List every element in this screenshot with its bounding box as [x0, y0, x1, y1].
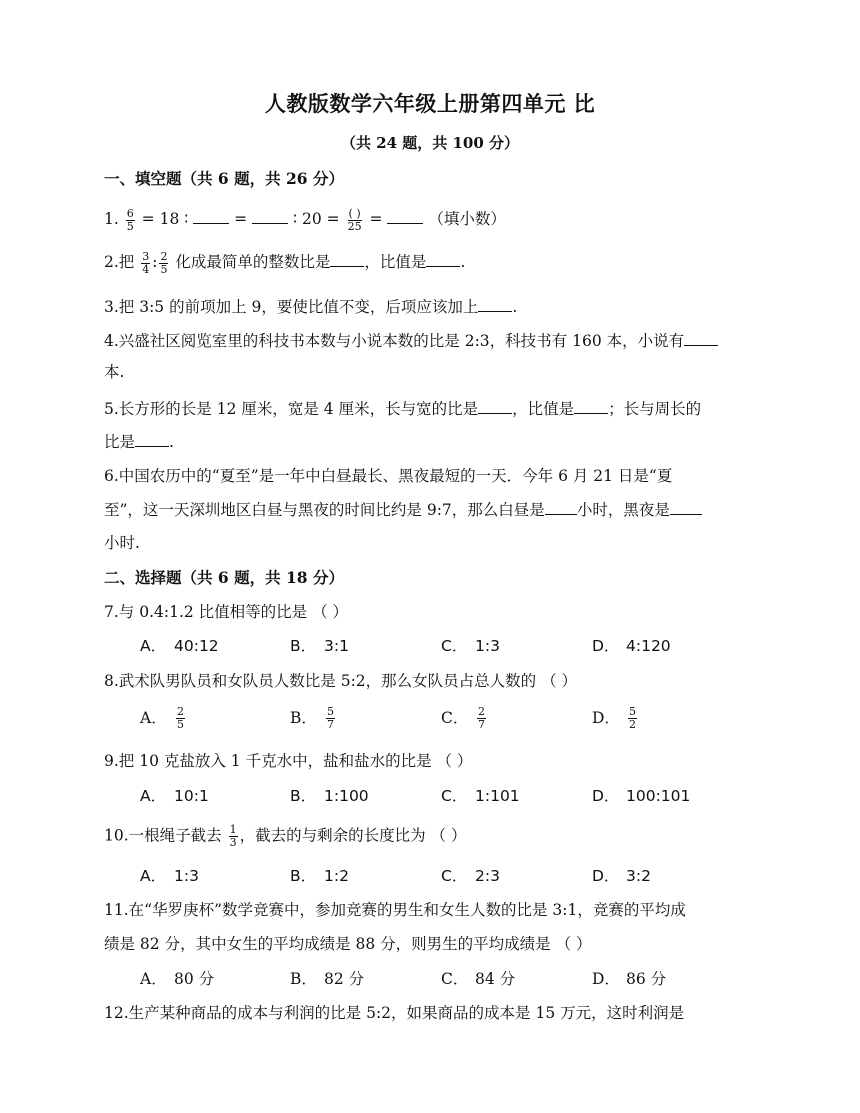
q2-fraction-2: $\frac{2}{5}$ [160, 249, 168, 276]
question-2 [104, 250, 465, 276]
question-5-cont [104, 430, 174, 453]
q8-option-d[interactable]: D． $\frac{5}{2}$ [592, 705, 636, 731]
q1-blank-1[interactable] [193, 207, 229, 224]
q1-fraction: $\frac{6}{5}$ [126, 206, 134, 233]
q5-text: ，比值是 [512, 400, 575, 418]
q2-blank-1[interactable] [330, 250, 364, 267]
section-heading-fill-in: 一、填空题（共 6 题，共 26 分） [104, 169, 344, 188]
q4-text: 4.兴盛社区阅览室里的科技书本数与小说本数的比是 2:3，科技书有 160 本，小说有 [104, 332, 685, 350]
q2-blank-2[interactable] [426, 250, 460, 267]
question-1 [104, 207, 506, 233]
q9-option-d[interactable]: D． 100:101 [592, 787, 691, 805]
q2-fraction-1: $\frac{3}{4}$ [142, 249, 150, 276]
q11-option-b[interactable]: B． 82 分 [290, 970, 365, 988]
q5-text: 5.长方形的长是 12 厘米，宽是 4 厘米，长与宽的比是 [104, 400, 479, 418]
q11-option-d[interactable]: D． 86 分 [592, 970, 667, 988]
question-6-cont2 [104, 532, 140, 554]
q6-text: 6.中国农历中的“夏至”是一年中白昼最长、黑夜最短的一天．今年 6 月 21 日是“夏 [104, 467, 673, 485]
question-6-cont [104, 498, 702, 521]
q5-text: ；长与周长的 [608, 400, 702, 418]
q7-option-b[interactable]: B． 3:1 [290, 637, 349, 655]
q10-option-c[interactable]: C． 2:3 [441, 867, 500, 885]
q11-option-c[interactable]: C． 84 分 [441, 970, 516, 988]
q5-text: . [169, 433, 174, 451]
q9-option-a[interactable]: A． 10:1 [140, 787, 209, 805]
q1-text: ∶ 20 = [293, 210, 340, 228]
q8-option-a[interactable]: A． $\frac{2}{5}$ [140, 705, 184, 731]
question-3 [104, 295, 517, 318]
q6-blank-1[interactable] [545, 498, 577, 515]
q8-option-c[interactable]: C． $\frac{2}{7}$ [441, 705, 485, 731]
q5-blank-2[interactable] [574, 397, 608, 414]
q1-text: （填小数） [428, 210, 506, 228]
q6-text: 小时. [104, 534, 140, 552]
q8-option-b[interactable]: B． $\frac{5}{7}$ [290, 705, 334, 731]
q1-text: = 18 ∶ [141, 210, 189, 228]
q10-option-a[interactable]: A． 1:3 [140, 867, 199, 885]
q3-text: 3.把 3:5 的前项加上 9，要使比值不变，后项应该加上 [104, 298, 479, 316]
question-4-cont [104, 361, 124, 383]
q6-blank-2[interactable] [670, 498, 702, 515]
page-title: 人教版数学六年级上册第四单元 比 [264, 91, 596, 116]
q1-blank-3[interactable] [387, 207, 423, 224]
question-12: 12.生产某种商品的成本与利润的比是 5:2，如果商品的成本是 15 万元，这时利润是 [104, 1004, 685, 1022]
question-5 [104, 397, 701, 420]
question-11: 11.在“华罗庚杯”数学竞赛中，参加竞赛的男生和女生人数的比是 3:1，竞赛的平均成 [104, 901, 686, 919]
question-8: 8.武术队男队员和女队员人数比是 5:2，那么女队员占总人数的 （ ） [104, 672, 578, 690]
q3-blank[interactable] [478, 295, 512, 312]
q1-text: = [234, 210, 248, 228]
q7-option-a[interactable]: A． 40:12 [140, 637, 219, 655]
question-9: 9.把 10 克盐放入 1 千克水中，盐和盐水的比是 （ ） [104, 752, 473, 770]
q2-text: ，比值是 [364, 253, 427, 271]
q3-text: . [512, 298, 518, 316]
question-11-cont: 绩是 82 分，其中女生的平均成绩是 88 分，则男生的平均成绩是 （ ） [104, 935, 592, 953]
section-heading-multiple-choice: 二、选择题（共 6 题，共 18 分） [104, 568, 344, 587]
q5-blank-3[interactable] [135, 430, 169, 447]
q11-option-a[interactable]: A． 80 分 [140, 970, 215, 988]
question-7: 7.与 0.4:1.2 比值相等的比是 （ ） [104, 603, 349, 621]
q10-fraction: $\frac{1}{3}$ [229, 823, 237, 849]
q7-option-d[interactable]: D． 4:120 [592, 637, 671, 655]
question-10 [104, 824, 466, 849]
q6-text: 小时，黑夜是 [576, 501, 670, 519]
q2-colon: : [152, 253, 158, 271]
q2-text: 化成最简单的整数比是 [175, 253, 331, 271]
question-6 [104, 465, 672, 487]
question-4 [104, 329, 718, 352]
q9-option-b[interactable]: B． 1:100 [290, 787, 369, 805]
q2-text: . [460, 253, 466, 271]
q10-text: ，截去的与剩余的长度比为 （ ） [239, 826, 467, 845]
q7-option-c[interactable]: C． 1:3 [441, 637, 500, 655]
q5-text: 比是 [104, 433, 136, 451]
q4-text: 本. [104, 363, 125, 381]
q10-option-b[interactable]: B． 1:2 [290, 867, 349, 885]
q4-blank[interactable] [684, 329, 718, 346]
q1-blank-2[interactable] [252, 207, 288, 224]
q10-option-d[interactable]: D． 3:2 [592, 867, 651, 885]
q5-blank-1[interactable] [478, 397, 512, 414]
q10-text: 10.一根绳子截去 [104, 826, 222, 845]
page-subtitle: （共 24 题，共 100 分） [340, 134, 520, 152]
q2-text: 2.把 [104, 253, 135, 271]
q1-fraction-blank[interactable]: $\frac{( )}{25}$ [347, 206, 362, 233]
q6-text: 至”，这一天深圳地区白昼与黑夜的时间比约是 9:7，那么白昼是 [104, 501, 545, 519]
q9-option-c[interactable]: C． 1:101 [441, 787, 520, 805]
q1-number: 1. [104, 210, 119, 228]
q1-text: = [369, 210, 383, 228]
